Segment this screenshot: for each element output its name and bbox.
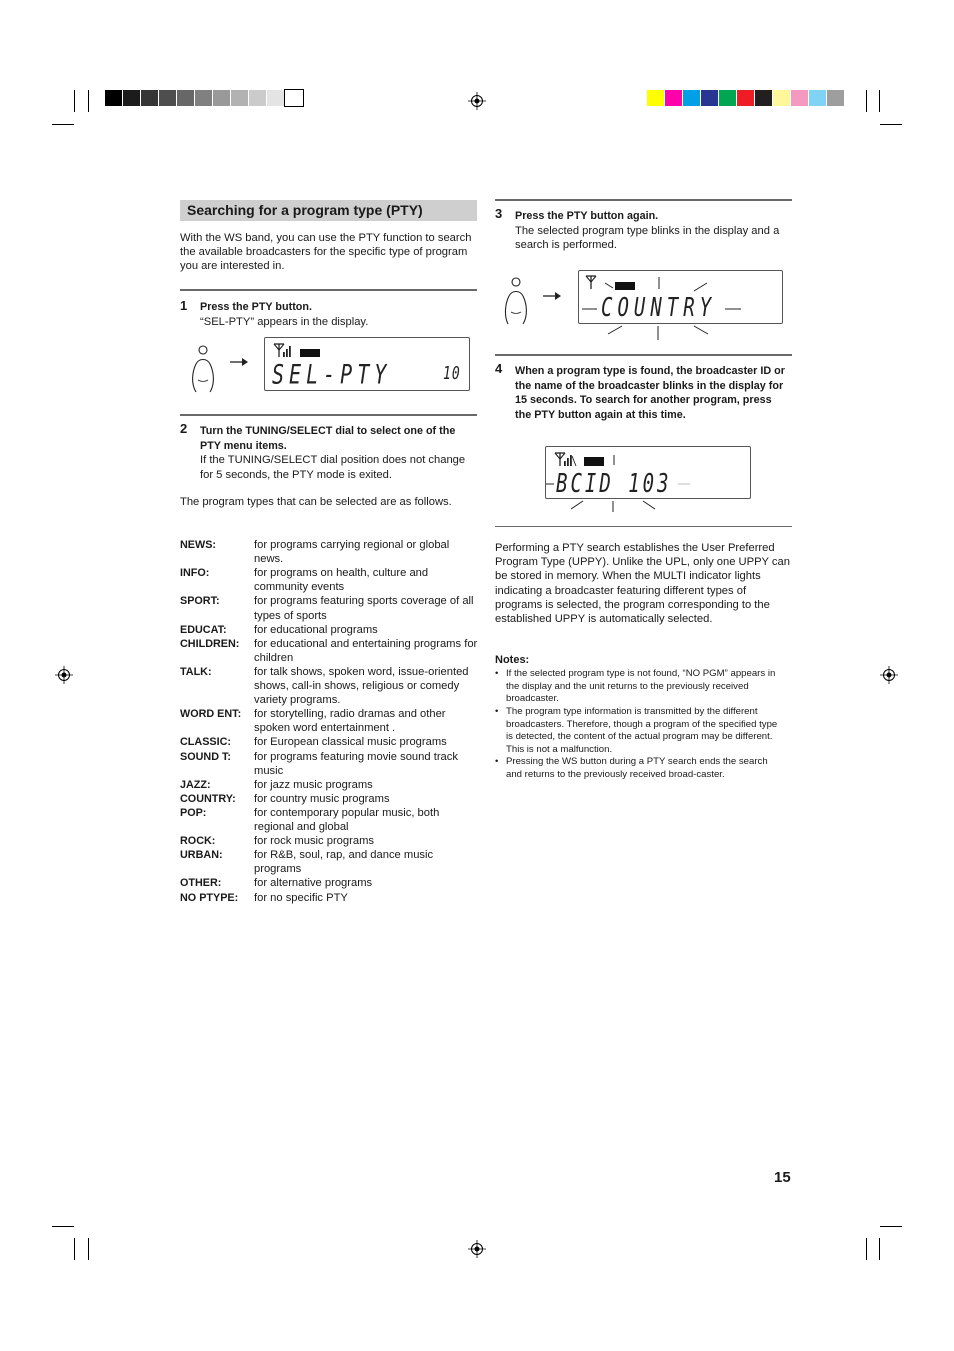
section-title: Searching for a program type (PTY) bbox=[187, 202, 423, 218]
divider bbox=[180, 289, 477, 291]
program-type-name: NEWS: bbox=[180, 539, 216, 551]
program-type-description: for educational and entertaining programs for children bbox=[254, 637, 478, 664]
lcd-text-country: COUNTRY bbox=[601, 293, 717, 323]
color-swatch bbox=[683, 90, 701, 106]
step-3-number: 3 bbox=[495, 206, 503, 221]
page-number: 15 bbox=[774, 1169, 791, 1186]
divider bbox=[495, 526, 792, 527]
program-type-description: for programs carrying regional or global news. bbox=[254, 539, 450, 566]
color-swatch bbox=[809, 90, 827, 106]
notes-title: Notes: bbox=[495, 654, 530, 666]
lcd-text-sel-pty: SEL-PTY bbox=[272, 358, 392, 391]
step-1-body: “SEL-PTY” appears in the display. bbox=[200, 315, 369, 328]
divider bbox=[495, 199, 792, 201]
step-1-text bbox=[200, 300, 475, 329]
program-type-name: POP: bbox=[180, 806, 207, 819]
arrow-right-icon bbox=[230, 357, 248, 367]
program-type-description: for alternative programs bbox=[254, 877, 373, 890]
program-type-name: URBAN: bbox=[180, 849, 223, 862]
intro-paragraph: With the WS band, you can use the PTY function to search the available broadcasters for the specific type of program you are interested in. bbox=[180, 232, 472, 273]
color-swatch bbox=[827, 90, 845, 106]
program-type-name: COUNTRY: bbox=[180, 792, 236, 805]
color-swatch bbox=[665, 90, 683, 106]
program-type-description: for programs featuring sports coverage of all types of sports bbox=[254, 595, 474, 622]
program-type-description: for storytelling, radio dramas and other spoken word entertainment . bbox=[254, 708, 446, 735]
program-type-description: for European classical music programs bbox=[254, 736, 447, 749]
lcd-display-step4 bbox=[545, 446, 751, 499]
color-swatch bbox=[177, 90, 195, 106]
blink-indicator-lines bbox=[578, 322, 781, 342]
color-swatch bbox=[791, 90, 809, 106]
color-swatch bbox=[719, 90, 737, 106]
step-1-title: Press the PTY button. bbox=[200, 301, 312, 313]
program-type-description: for R&B, soul, rap, and dance music programs bbox=[254, 849, 434, 876]
lcd-text-broadcaster-id: BCID 103 bbox=[556, 469, 672, 499]
program-type-name: ROCK: bbox=[180, 835, 216, 848]
step-4-number: 4 bbox=[495, 361, 503, 376]
program-type-name: SPORT: bbox=[180, 595, 220, 608]
step-3-title: Press the PTY button again. bbox=[515, 210, 659, 222]
registration-mark-icon bbox=[468, 1240, 486, 1258]
finger-press-icon bbox=[502, 276, 534, 328]
registration-mark-icon bbox=[880, 666, 898, 684]
program-type-description: for programs on health, culture and community events bbox=[254, 567, 429, 594]
program-type-description: for jazz music programs bbox=[254, 778, 373, 791]
program-type-name: EDUCAT: bbox=[180, 623, 227, 636]
color-swatch bbox=[141, 90, 159, 106]
divider bbox=[180, 414, 477, 416]
step-3-body: The selected program type blinks in the display and a search is performed. bbox=[515, 224, 780, 251]
step-4-text bbox=[515, 364, 787, 422]
lcd-number: 10 bbox=[443, 364, 461, 385]
program-type-name: TALK: bbox=[180, 665, 212, 678]
color-swatch bbox=[701, 90, 719, 106]
program-type-name: NO PTYPE: bbox=[180, 891, 239, 904]
divider bbox=[495, 354, 792, 356]
program-type-description: for rock music programs bbox=[254, 835, 374, 848]
color-swatch bbox=[123, 90, 141, 106]
program-type-description: for educational programs bbox=[254, 623, 378, 636]
program-type-description: for talk shows, spoken word, issue-oriented shows, call-in shows, religious or comedy variety programs. bbox=[254, 665, 469, 707]
color-swatch bbox=[195, 90, 213, 106]
program-type-name: OTHER: bbox=[180, 877, 222, 890]
color-swatch bbox=[105, 90, 123, 106]
program-type-name: CLASSIC: bbox=[180, 736, 231, 749]
color-swatch bbox=[213, 90, 231, 106]
color-swatch bbox=[773, 90, 791, 106]
step-2-text bbox=[200, 424, 472, 482]
color-swatch bbox=[755, 90, 773, 106]
program-type-description: for country music programs bbox=[254, 792, 390, 805]
step-4-title: When a program type is found, the broadcaster ID or the name of the broadcaster blinks in the display for 15 seconds. To search for another program, press the PTY button again at this time. bbox=[515, 365, 785, 421]
color-swatch bbox=[249, 90, 267, 106]
program-type-name: INFO: bbox=[180, 567, 210, 580]
section-title-bar bbox=[180, 200, 477, 221]
antenna-signal-icon bbox=[273, 342, 331, 358]
program-type-description: for programs featuring movie sound track music bbox=[254, 750, 458, 777]
step-2-body: If the TUNING/SELECT dial position does not change for 5 seconds, the PTY mode is exited. bbox=[200, 454, 466, 481]
arrow-right-icon bbox=[543, 291, 561, 301]
step-3-text bbox=[515, 209, 787, 253]
program-types-intro: The program types that can be selected are as follows. bbox=[180, 496, 452, 508]
step-1-number: 1 bbox=[180, 298, 188, 313]
program-type-name: SOUND T: bbox=[180, 750, 231, 763]
color-swatch bbox=[737, 90, 755, 106]
program-type-name: WORD ENT: bbox=[180, 708, 242, 721]
step-2-title: Turn the TUNING/SELECT dial to select one of the PTY menu items. bbox=[200, 425, 456, 452]
uppy-paragraph: Performing a PTY search establishes the User Preferred Program Type (UPPY). Unlike the UPL, only one UPPY can be stored in memory. When the MULTI indicator lights indicating a broadcaster featuring different types of programs is selected, the program corresponding to the established UPPY is automatically selected. bbox=[495, 542, 790, 626]
lcd-display-step1 bbox=[264, 337, 470, 391]
lcd-display-step3 bbox=[578, 270, 783, 324]
color-swatch bbox=[267, 90, 285, 106]
registration-mark-icon bbox=[468, 92, 486, 110]
color-swatch bbox=[231, 90, 249, 106]
color-swatch bbox=[159, 90, 177, 106]
step-2-number: 2 bbox=[180, 421, 188, 436]
color-swatch bbox=[647, 90, 665, 106]
program-type-name: JAZZ: bbox=[180, 778, 211, 791]
registration-mark-icon bbox=[55, 666, 73, 684]
blink-indicator-lines bbox=[545, 497, 749, 517]
program-type-description: for no specific PTY bbox=[254, 891, 348, 904]
program-type-description: for contemporary popular music, both regional and global bbox=[254, 806, 440, 834]
program-type-name: CHILDREN: bbox=[180, 637, 240, 650]
color-swatch bbox=[285, 90, 303, 106]
finger-press-icon bbox=[186, 344, 218, 396]
